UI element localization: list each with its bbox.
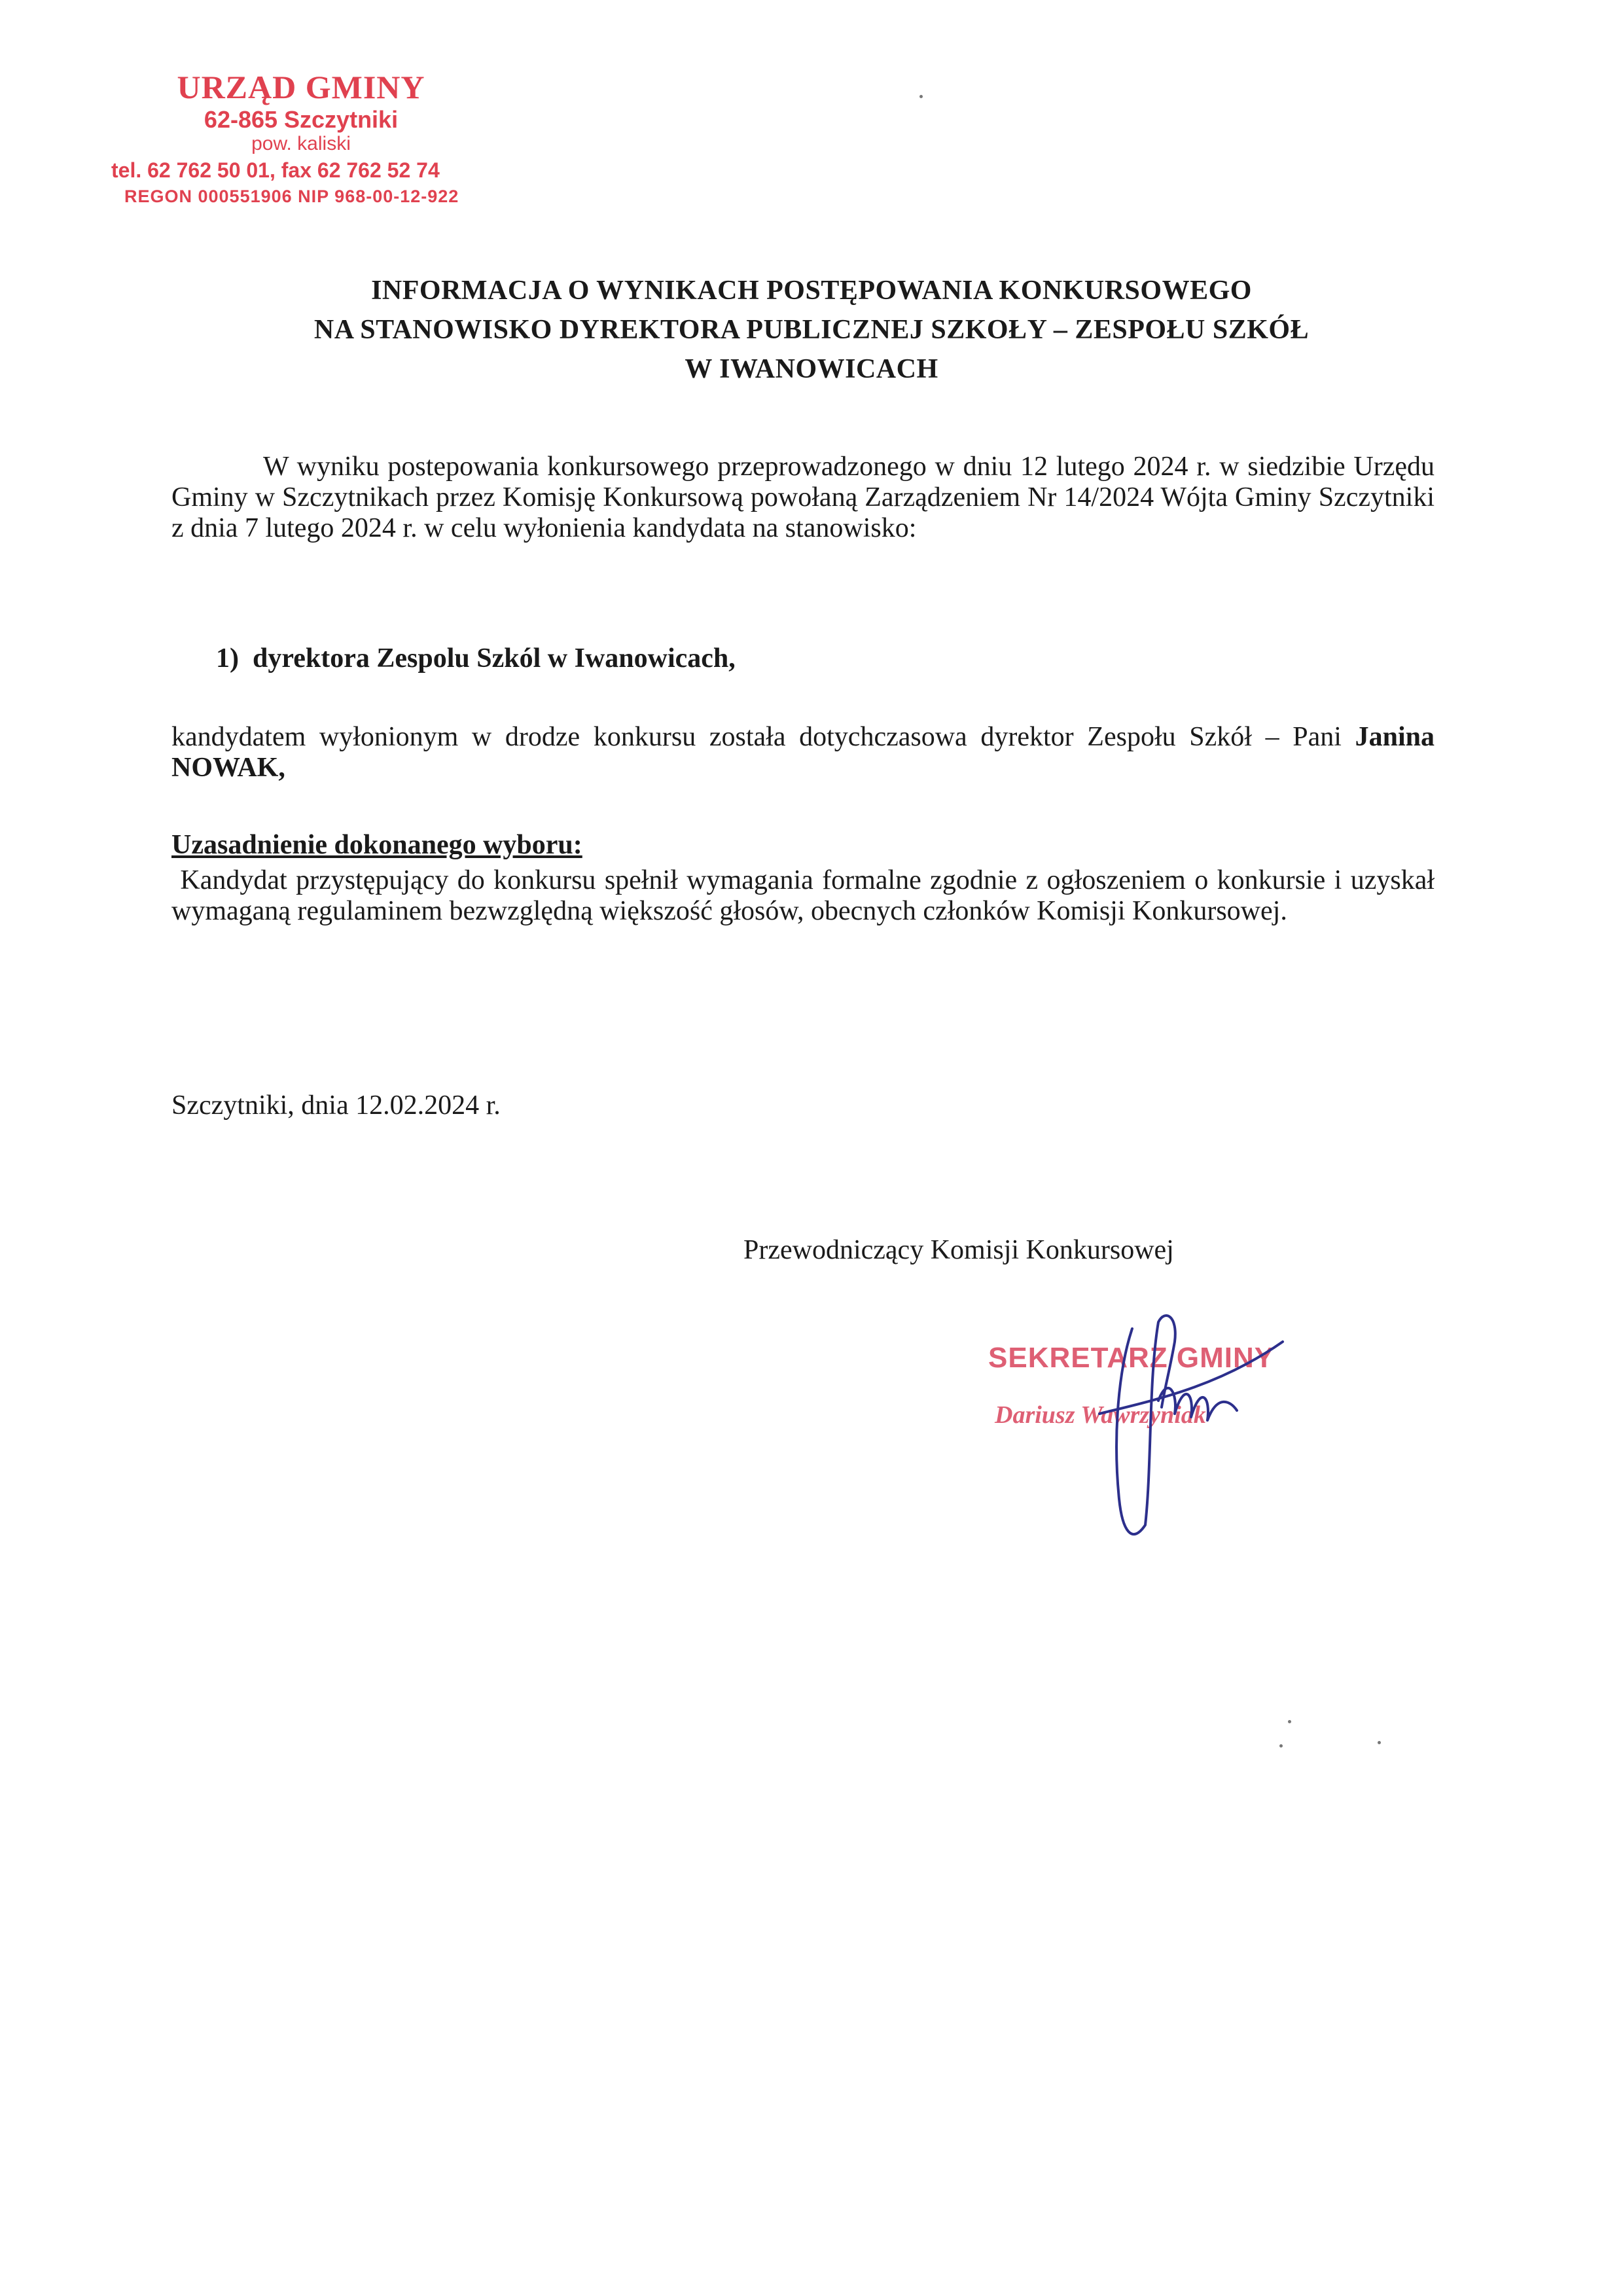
intro-paragraph (171, 452, 1435, 544)
office-stamp (98, 69, 504, 206)
justification-heading: Uzasadnienie dokonanego wyboru: (171, 830, 582, 860)
secretary-stamp-title: SEKRETARZ GMINY (988, 1342, 1275, 1374)
secretary-stamp-name: Dariusz Wawrzyniak (995, 1401, 1206, 1429)
scan-speck (919, 95, 923, 98)
intro-text: W wyniku postepowania konkursowego przeprowadzonego w dniu 12 lutego 2024 r. w siedzibie Urzędu Gminy w Szczytnikach przez Komisję Konkursową powołaną Zarządzeniem Nr 14/2024 Wójta Gminy Szczytniki z dnia 7 lutego 2024 r. w celu wyłonienia kandydata na stanowisko: (171, 452, 1435, 543)
list-item-text: dyrektora Zespolu Szkól w Iwanowicach, (253, 643, 736, 673)
justification-paragraph (171, 865, 1435, 927)
candidate-name: Janina NOWAK, (171, 722, 1435, 783)
list-item (216, 643, 736, 674)
office-stamp-county: pow. kaliski (251, 133, 351, 155)
scan-speck (1288, 1720, 1291, 1723)
office-stamp-name: URZĄD GMINY (177, 69, 425, 105)
office-stamp-address: 62-865 Szczytniki (204, 106, 399, 133)
office-stamp-phone: tel. 62 762 50 01, fax 62 762 52 74 (111, 158, 440, 182)
justification-text: Kandydat przystępujący do konkursu spełnił wymagania formalne zgodnie z ogłoszeniem o konkursie i uzyskał wymaganą regulaminem bezwzględną większość głosów, obecnych członków Komisji Konkursowej. (171, 865, 1435, 926)
document-title (170, 271, 1453, 389)
handwritten-signature (1021, 1302, 1296, 1564)
title-line-2: NA STANOWISKO DYREKTORA PUBLICZNEJ SZKOŁY – ZESPOŁU SZKÓŁ (313, 315, 1310, 345)
candidate-paragraph (171, 722, 1435, 783)
office-stamp-regon: REGON 000551906 NIP 968-00-12-922 (124, 186, 459, 206)
place-date: Szczytniki, dnia 12.02.2024 r. (171, 1090, 501, 1121)
scan-speck (1378, 1741, 1381, 1744)
scan-speck (1279, 1744, 1283, 1748)
title-line-3: W IWANOWICACH (685, 354, 938, 384)
signatory-role: Przewodniczący Komisji Konkursowej (743, 1235, 1174, 1265)
candidate-text: kandydatem wyłonionym w drodze konkursu została dotychczasowa dyrektor Zespołu Szkół – Pani (171, 722, 1342, 752)
title-line-1: INFORMACJA O WYNIKACH POSTĘPOWANIA KONKURSOWEGO (371, 276, 1252, 306)
list-item-number: 1) (216, 643, 239, 673)
